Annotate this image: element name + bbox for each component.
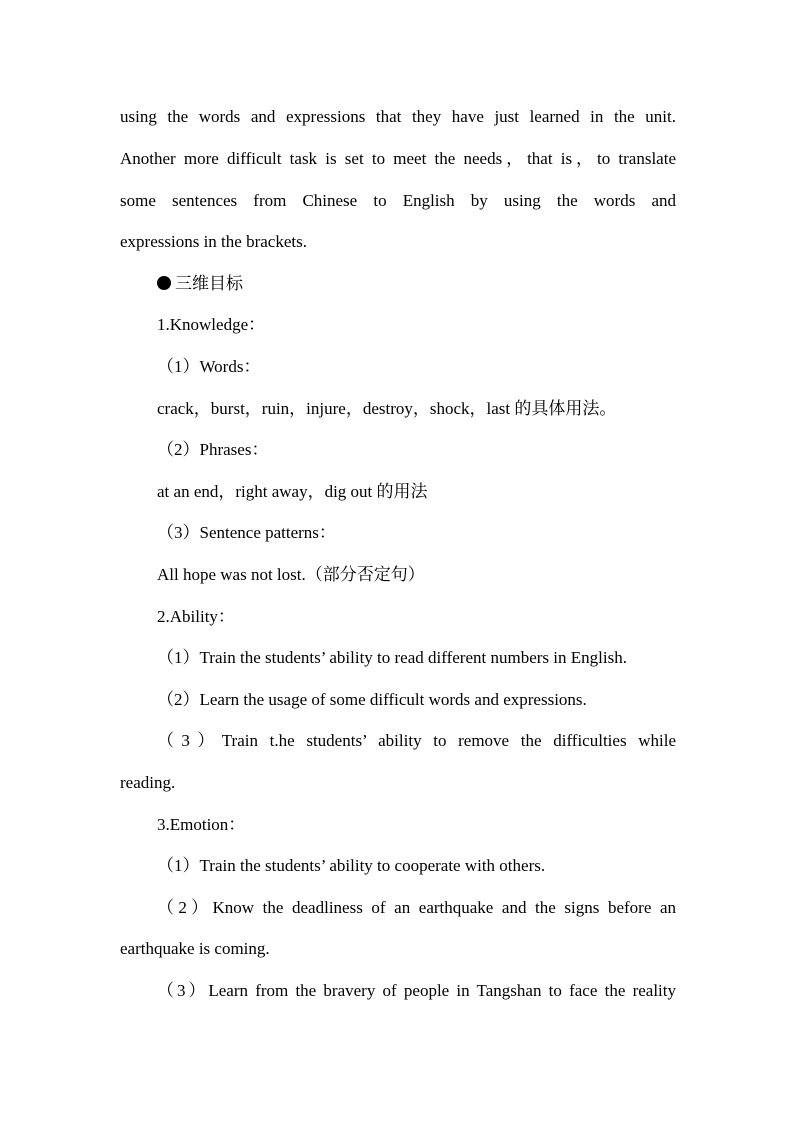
patterns-label: （3）Sentence patterns： <box>157 523 336 542</box>
ability-heading: 2.Ability： <box>157 607 235 626</box>
phrases-text: at an end，right away，dig out 的用法 <box>157 482 428 501</box>
ability-item-3-line-1: （3）Train t.he students’ ability to remove the difficulties while <box>157 731 676 750</box>
ability-item-1: （1）Train the students’ ability to read different numbers in English. <box>157 648 627 667</box>
patterns-text: All hope was not lost.（部分否定句） <box>157 565 425 584</box>
emotion-item-2-line-2: earthquake is coming. <box>120 939 270 958</box>
emotion-item-3-line-1: （3）Learn from the bravery of people in Tangshan to face the reality <box>157 981 676 1000</box>
intro-line-3: some sentences from Chinese to English by using the words and <box>120 191 676 210</box>
bullet-icon <box>157 276 171 290</box>
section-heading-text: 三维目标 <box>175 274 243 293</box>
emotion-heading: 3.Emotion： <box>157 815 246 834</box>
emotion-item-2-line-1: （2）Know the deadliness of an earthquake and the signs before an <box>157 898 676 917</box>
intro-line-4: expressions in the brackets. <box>120 232 307 251</box>
knowledge-heading: 1.Knowledge： <box>157 315 266 334</box>
words-text: crack，burst，ruin，injure，destroy，shock，last 的具体用法。 <box>157 399 617 418</box>
words-label: （1）Words： <box>157 357 261 376</box>
intro-line-2: Another more difficult task is set to meet the needs，that is，to translate <box>120 149 676 168</box>
phrases-label: （2）Phrases： <box>157 440 269 459</box>
ability-item-2: （2）Learn the usage of some difficult words and expressions. <box>157 690 587 709</box>
ability-item-3-line-2: reading. <box>120 773 176 792</box>
emotion-item-1: （1）Train the students’ ability to cooperate with others. <box>157 856 546 875</box>
intro-line-1: using the words and expressions that they have just learned in the unit. <box>120 107 676 126</box>
section-heading <box>157 269 713 299</box>
